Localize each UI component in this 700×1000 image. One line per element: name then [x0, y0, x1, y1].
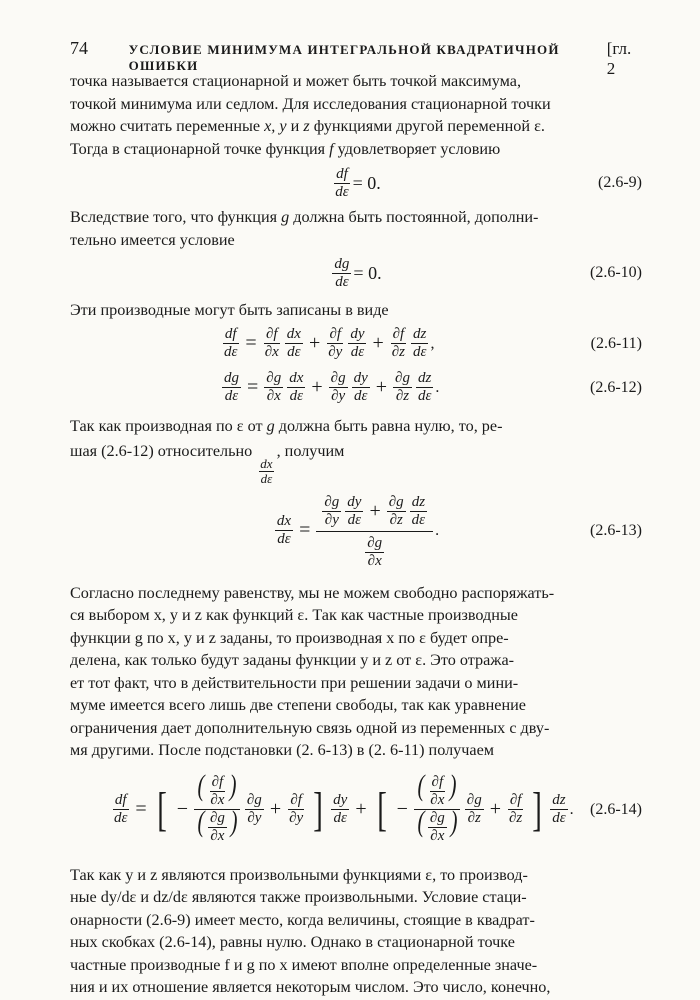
equation-number: (2.6-12) — [590, 378, 642, 396]
equation-2-6-14: $\frac{df}{d\varepsilon}$ = [ − ( $\frac{\partial f}{\partial x}$ ) ( $\frac{\partial g}{\partial x}$ ) $\frac{\partial g}{\partial y}$ + $\frac{\partial f}{\partial y}$ ] $\frac{dy}{d\varepsilon}$ + [ − ( $\frac{\partial f}{\partial x}$ ) ( $\frac{\partial g}{\partial x}$ ) $\frac{\partial g}{\partial z}$ + $\frac{\partial f}{\partial z}$ ] $\frac{dz}{d\varepsilon}$ . (2.6-14) — [114, 768, 642, 844]
paragraph-6: Так как y и z являются произвольными функциями ε, то производ- ные dy/dε и dz/dε являются также произвольными. Условие стаци- онарности (2.6-9) имеет место, когда величины, стоящие в квадрат- ных скобках (2.6-14), равны нулю. Однако в стационарной точке частные производные f и g по x имеют вполне определенные значе- ния и их отношение является некоторым числом. Это число, конечно, — [70, 865, 551, 996]
equation-number: (2.6-10) — [590, 264, 642, 281]
paragraph-4: Так как производная по ε от g должна быть равна нулю, то, ре- шая (2.6-12) относительно $\frac{dx}{d\varepsilon}$ , получим — [70, 416, 503, 486]
equation-2-6-9: $\frac{df}{d\varepsilon}$ = 0. (2.6-9) — [335, 165, 642, 200]
page-header — [70, 38, 642, 78]
equation-2-6-13: $\frac{dx}{d\varepsilon}$ = $\frac{\partial g}{\partial y}$ $\frac{dy}{d\varepsilon}$ + $\frac{\partial g}{\partial z}$ $\frac{dz}{d\varepsilon}$ $\frac{\partial g}{\partial x}$ . (2.6-13) — [276, 493, 642, 569]
paragraph-2: Вследствие того, что функция g должна быть постоянной, дополни- тельно имеется условие — [70, 208, 539, 249]
equation-number: (2.6-9) — [598, 174, 642, 191]
equation-2-6-12: $\frac{dg}{d\varepsilon}$ = $\frac{\partial g}{\partial x}$ $\frac{dx}{d\varepsilon}$ + $\frac{\partial g}{\partial y}$ $\frac{dy}{d\varepsilon}$ + $\frac{\partial g}{\partial z}$ $\frac{dz}{d\varepsilon}$ . (2.6-12) — [224, 370, 642, 404]
equation-number: (2.6-14) — [590, 800, 642, 818]
equation-number: (2.6-11) — [590, 334, 642, 352]
equation-2-6-10: $\frac{dg}{d\varepsilon}$ = 0. (2.6-10) — [334, 255, 642, 290]
chapter-marker: [гл. 2 — [606, 39, 632, 78]
paragraph-5: Согласно последнему равенству, мы не можем свободно распоряжать- ся выбором x, y и z как функций ε. Так как частные производные функции g по x, y и z заданы, то производная x по ε будет опре- делена, как только будут заданы функции y и z от ε. Это отража- ет тот факт, что в действительности при решении задачи о мини- муме имеется всего лишь две степени свободы, так как уравнение ограничения дает дополнительную связь одной из переменных с дву- мя другими. После подстановки (2. 6-13) в (2. 6-11) получаем — [70, 583, 555, 759]
equation-2-6-11: $\frac{df}{d\varepsilon}$ = $\frac{\partial f}{\partial x}$ $\frac{dx}{d\varepsilon}$ + $\frac{\partial f}{\partial y}$ $\frac{dy}{d\varepsilon}$ + $\frac{\partial f}{\partial z}$ $\frac{dz}{d\varepsilon}$ , (2.6-11) — [224, 326, 642, 360]
paragraph-3: Эти производные могут быть записаны в виде — [70, 301, 389, 319]
equation-number: (2.6-13) — [590, 521, 642, 539]
running-title: УСЛОВИЕ МИНИМУМА ИНТЕГРАЛЬНОЙ КВАДРАТИЧНОЙ ОШИБКИ — [128, 42, 560, 73]
page-number: 74 — [70, 38, 88, 58]
paragraph-1: точка называется стационарной и может быть точкой максимума, точкой минимума или седлом. Для исследования стационарной точки можно считать переменные x, y и z функциями другой переменной ε. Тогда в стационарной точке функция f удовлетворяет условию — [70, 72, 551, 158]
book-page — [70, 38, 642, 999]
